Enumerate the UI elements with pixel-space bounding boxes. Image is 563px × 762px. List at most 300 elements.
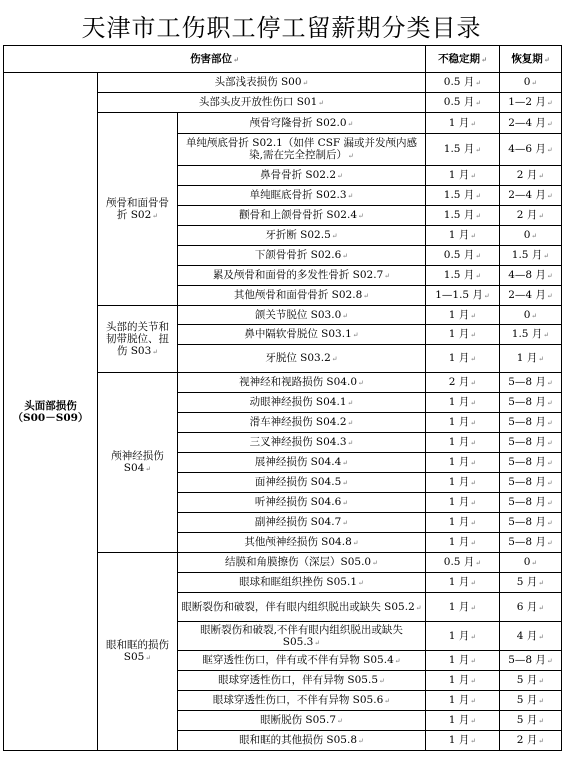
item-cell-text: 下颌骨骨折 S02.6 (254, 249, 342, 261)
paragraph-mark: ↵ (475, 272, 482, 280)
item-cell-text: 眼球穿透性伤口，不伴有异物 S05.6 (212, 694, 384, 706)
unstable-cell (426, 573, 500, 593)
paragraph-mark: ↵ (145, 465, 152, 473)
item-cell (98, 73, 426, 93)
unstable-cell (426, 711, 500, 731)
recovery-cell (500, 671, 562, 691)
item-cell (178, 246, 426, 266)
item-cell-text: 眼断裂伤和破裂，伴有眼内组织脱出或缺失 S05.2 (181, 600, 415, 613)
unstable-cell (426, 325, 500, 345)
item-cell (178, 413, 426, 433)
item-cell (178, 622, 426, 651)
unstable-cell-text: 1 月 (448, 674, 470, 686)
item-cell (178, 345, 426, 373)
paragraph-mark: ↵ (358, 737, 364, 745)
unstable-cell-text: 1.5 月 (443, 189, 475, 201)
paragraph-mark: ↵ (379, 677, 385, 685)
paragraph-mark: ↵ (470, 603, 477, 612)
paragraph-mark: ↵ (352, 539, 359, 547)
unstable-cell-text: 1 月 (448, 654, 470, 666)
paragraph-mark: ↵ (470, 717, 477, 725)
paragraph-mark: ↵ (546, 419, 553, 427)
item-cell (178, 691, 426, 711)
unstable-cell-text: 1 月 (448, 714, 470, 726)
paragraph-mark: ↵ (475, 79, 482, 87)
recovery-cell-text: 4—6 月 (508, 143, 546, 155)
group-cell (98, 553, 178, 751)
paragraph-mark: ↵ (543, 331, 550, 339)
paragraph-mark: ↵ (152, 347, 159, 356)
recovery-cell-text: 1 月 (516, 352, 538, 364)
paragraph-mark: ↵ (342, 519, 349, 527)
unstable-cell (426, 73, 500, 93)
paragraph-mark: ↵ (314, 638, 321, 647)
paragraph-mark: ↵ (331, 355, 338, 363)
item-cell (178, 513, 426, 533)
unstable-cell-text: 1 月 (448, 600, 470, 613)
item-cell-text: 视神经和视路损伤 S04.0 (239, 376, 358, 388)
paragraph-mark: ↵ (358, 379, 364, 387)
paragraph-mark: ↵ (470, 479, 477, 487)
paragraph-mark: ↵ (546, 539, 553, 547)
item-cell-text: 结膜和角膜擦伤（深层）S05.0 (225, 556, 372, 568)
paragraph-mark: ↵ (384, 697, 391, 705)
paragraph-mark: ↵ (546, 379, 553, 387)
unstable-cell (426, 246, 500, 266)
unstable-cell-text: 1 月 (448, 229, 470, 241)
item-cell-text: 单纯眶底骨折 S02.3 (249, 189, 347, 201)
group-cell (98, 306, 178, 373)
header-unstable: 不稳定期↵ (426, 46, 500, 73)
item-cell-text: 眼球和眶组织挫伤 S05.1 (239, 576, 358, 588)
item-cell-text: 其他颅骨和面骨骨折 S02.8 (233, 289, 363, 301)
item-cell-text: 眼断裂伤和破裂,不伴有眼内组织脱出或缺失 S05.3 (200, 623, 403, 648)
unstable-cell-text: 1.5 月 (443, 143, 475, 155)
item-cell-text: 鼻骨骨折 S02.2 (260, 169, 337, 181)
paragraph-mark: ↵ (538, 603, 545, 612)
unstable-cell-text: 1 月 (448, 629, 470, 642)
paragraph-mark: ↵ (470, 459, 477, 467)
recovery-cell (500, 513, 562, 533)
recovery-cell (500, 226, 562, 246)
unstable-cell-text: 1 月 (448, 456, 470, 468)
item-cell-text: 眼和眶的其他损伤 S05.8 (239, 734, 358, 746)
paragraph-mark: ↵ (483, 292, 490, 300)
recovery-cell (500, 113, 562, 134)
paragraph-mark: ↵ (342, 311, 349, 320)
paragraph-mark: ↵ (470, 499, 477, 507)
item-cell (178, 671, 426, 691)
paragraph-mark: ↵ (538, 677, 545, 685)
item-cell (178, 433, 426, 453)
paragraph-mark: ↵ (546, 292, 553, 300)
unstable-cell-text: 1 月 (448, 308, 470, 321)
document-title: 天津市工伤职工停工留薪期分类目录 (81, 14, 482, 42)
paragraph-mark: ↵ (531, 79, 538, 87)
recovery-cell (500, 593, 562, 622)
paragraph-mark: ↵ (145, 654, 152, 662)
header-recovery: 恢复期↵ (500, 46, 562, 73)
unstable-cell (426, 493, 500, 513)
recovery-cell (500, 433, 562, 453)
paragraph-mark: ↵ (546, 272, 553, 280)
paragraph-mark: ↵ (543, 252, 550, 260)
paragraph-mark: ↵ (372, 559, 378, 567)
paragraph-mark: ↵ (347, 192, 354, 200)
recovery-cell (500, 413, 562, 433)
unstable-cell-text: 0.5 月 (443, 249, 475, 261)
paragraph-mark: ↵ (358, 212, 364, 220)
unstable-cell (426, 622, 500, 651)
unstable-cell-text: 1 月 (448, 516, 470, 528)
recovery-cell-text: 5—8 月 (508, 516, 546, 528)
paragraph-mark: ↵ (347, 419, 354, 427)
paragraph-mark: ↵ (546, 192, 553, 200)
item-cell-text: 单纯颅底骨折 S02.1（如伴 CSF 漏或并发颅内感染,需在完全控制后） (185, 137, 418, 161)
recovery-cell (500, 393, 562, 413)
item-cell (178, 134, 426, 166)
recovery-cell (500, 573, 562, 593)
unstable-cell-text: 0.5 月 (443, 556, 475, 568)
recovery-cell-text: 1.5 月 (511, 249, 543, 261)
paragraph-mark: ↵ (352, 331, 359, 339)
item-cell-text: 眼断脱伤 S05.7 (260, 714, 337, 726)
paragraph-mark: ↵ (337, 717, 343, 725)
paragraph-mark: ↵ (475, 99, 482, 107)
paragraph-mark: ↵ (470, 677, 477, 685)
category-cell (4, 73, 98, 751)
paragraph-mark: ↵ (470, 399, 477, 407)
recovery-cell-text: 2—4 月 (508, 116, 546, 129)
recovery-cell-text: 1.5 月 (511, 328, 543, 340)
paragraph-mark: ↵ (358, 579, 364, 587)
recovery-cell-text: 4—8 月 (508, 269, 546, 281)
recovery-cell (500, 134, 562, 166)
unstable-cell-text: 1 月 (448, 169, 470, 181)
paragraph-mark: ↵ (415, 603, 422, 612)
paragraph-mark: ↵ (347, 119, 354, 128)
paragraph-mark: ↵ (342, 499, 349, 507)
paragraph-mark: ↵ (538, 579, 545, 587)
unstable-cell-text: 1 月 (448, 416, 470, 428)
recovery-cell-text: 5—8 月 (508, 654, 546, 666)
recovery-cell-text: 1—2 月 (508, 96, 546, 108)
unstable-cell (426, 306, 500, 325)
unstable-cell-text: 1 月 (448, 328, 470, 340)
recovery-cell-text: 2 月 (516, 209, 538, 221)
recovery-cell-text: 0 (523, 229, 531, 241)
header-recovery-label: 恢复期 (511, 52, 543, 65)
paragraph-mark: ↵ (475, 192, 482, 200)
unstable-cell (426, 286, 500, 306)
unstable-cell-text: 0.5 月 (443, 96, 475, 108)
unstable-cell (426, 206, 500, 226)
item-cell (178, 553, 426, 573)
recovery-cell (500, 206, 562, 226)
item-cell-text: 鼻中隔软骨脱位 S03.1 (244, 328, 352, 340)
group-name: 眼和眶的损伤 S05 (106, 639, 169, 663)
group-cell (98, 113, 178, 306)
recovery-cell-text: 0 (523, 308, 531, 321)
paragraph-mark: ↵ (347, 152, 354, 160)
item-cell-text: 动眼神经损伤 S04.1 (249, 396, 347, 408)
recovery-cell-text: 6 月 (516, 600, 538, 613)
paragraph-mark: ↵ (538, 212, 545, 220)
item-cell-text: 头部头皮开放性伤口 S01 (198, 96, 318, 108)
item-cell-text: 展神经损伤 S04.4 (254, 456, 342, 468)
recovery-cell-text: 0 (523, 556, 531, 568)
paragraph-mark: ↵ (470, 632, 477, 641)
recovery-cell (500, 345, 562, 373)
paragraph-mark: ↵ (531, 559, 538, 567)
paragraph-mark: ↵ (302, 79, 309, 87)
recovery-cell-text: 5—8 月 (508, 396, 546, 408)
item-cell-text: 其他颅神经损伤 S04.8 (244, 536, 352, 548)
item-cell-text: 颅骨穹隆骨折 S02.0 (249, 116, 347, 129)
unstable-cell (426, 553, 500, 573)
recovery-cell-text: 5—8 月 (508, 416, 546, 428)
classification-table (3, 45, 562, 751)
recovery-cell (500, 246, 562, 266)
item-cell (178, 286, 426, 306)
unstable-cell-text: 1—1.5 月 (435, 289, 483, 301)
item-cell-text: 三叉神经损伤 S04.3 (249, 436, 347, 448)
recovery-cell-text: 2—4 月 (508, 189, 546, 201)
item-cell-text: 面神经损伤 S04.5 (254, 476, 342, 488)
unstable-cell (426, 266, 500, 286)
paragraph-mark: ↵ (363, 292, 370, 300)
item-cell (178, 493, 426, 513)
header-part: 伤害部位↵ (4, 46, 426, 73)
recovery-cell-text: 0 (523, 76, 531, 88)
item-cell (178, 306, 426, 325)
paragraph-mark: ↵ (470, 311, 477, 320)
item-cell-text: 头部浅表损伤 S00 (214, 76, 302, 88)
paragraph-mark: ↵ (546, 439, 553, 447)
item-cell (178, 533, 426, 553)
paragraph-mark: ↵ (475, 212, 482, 220)
paragraph-mark: ↵ (538, 355, 545, 363)
paragraph-mark: ↵ (546, 657, 553, 665)
paragraph-mark: ↵ (342, 252, 349, 260)
item-cell-text: 眼球穿透性伤口，伴有异物 S05.5 (218, 674, 379, 686)
paragraph-mark: ↵ (347, 439, 354, 447)
header-row (4, 46, 562, 73)
item-cell-text: 牙脱位 S03.2 (265, 352, 331, 364)
item-cell (178, 731, 426, 751)
recovery-cell-text: 5—8 月 (508, 376, 546, 388)
item-cell (178, 373, 426, 393)
recovery-cell (500, 622, 562, 651)
recovery-cell (500, 691, 562, 711)
paragraph-mark: ↵ (470, 379, 477, 387)
recovery-cell (500, 731, 562, 751)
paragraph-mark: ↵ (394, 657, 401, 665)
recovery-cell-text: 5 月 (516, 576, 538, 588)
recovery-cell (500, 553, 562, 573)
paragraph-mark: ↵ (470, 579, 477, 587)
recovery-cell-text: 5—8 月 (508, 456, 546, 468)
recovery-cell (500, 186, 562, 206)
paragraph-mark: ↵ (538, 697, 545, 705)
item-cell (178, 206, 426, 226)
recovery-cell (500, 325, 562, 345)
paragraph-mark: ↵ (546, 479, 553, 487)
paragraph-mark: ↵ (342, 459, 349, 467)
unstable-cell-text: 1.5 月 (443, 209, 475, 221)
unstable-cell-text: 1.5 月 (443, 269, 475, 281)
paragraph-mark: ↵ (538, 172, 545, 180)
table-row (4, 73, 562, 93)
unstable-cell (426, 651, 500, 671)
category-code: （S00－S09） (12, 411, 89, 424)
recovery-cell (500, 373, 562, 393)
paragraph-mark: ↵ (531, 232, 538, 240)
item-cell (178, 113, 426, 134)
unstable-cell (426, 134, 500, 166)
unstable-cell (426, 226, 500, 246)
unstable-cell-text: 0.5 月 (443, 76, 475, 88)
unstable-cell-text: 1 月 (448, 116, 470, 129)
recovery-cell-text: 5 月 (516, 714, 538, 726)
group-name: 头部的关节和韧带脱位、扭伤 S03 (106, 320, 169, 357)
item-cell-text: 副神经损伤 S04.7 (254, 516, 342, 528)
paragraph-mark: ↵ (470, 657, 477, 665)
paragraph-mark: ↵ (470, 439, 477, 447)
recovery-cell-text: 5—8 月 (508, 536, 546, 548)
recovery-cell-text: 5—8 月 (508, 436, 546, 448)
recovery-cell-text: 2 月 (516, 734, 538, 746)
paragraph-mark: ↵ (538, 717, 545, 725)
paragraph-mark: ↵ (470, 331, 477, 339)
paragraph-mark: ↵ (538, 737, 545, 745)
paragraph-mark: ↵ (470, 539, 477, 547)
unstable-cell (426, 731, 500, 751)
paragraph-mark: ↵ (470, 172, 477, 180)
recovery-cell-text: 5 月 (516, 694, 538, 706)
recovery-cell (500, 533, 562, 553)
paragraph-mark: ↵ (546, 519, 553, 527)
unstable-cell-text: 1 月 (448, 476, 470, 488)
recovery-cell-text: 5 月 (516, 674, 538, 686)
paragraph-mark: ↵ (470, 119, 477, 128)
paragraph-mark: ↵ (470, 697, 477, 705)
recovery-cell-text: 2—4 月 (508, 289, 546, 301)
recovery-cell-text: 4 月 (516, 629, 538, 642)
item-cell (178, 593, 426, 622)
paragraph-mark: ↵ (475, 146, 482, 154)
unstable-cell (426, 593, 500, 622)
paragraph-mark: ↵ (475, 559, 482, 567)
recovery-cell (500, 306, 562, 325)
recovery-cell (500, 166, 562, 186)
paragraph-mark: ↵ (546, 499, 553, 507)
recovery-cell (500, 711, 562, 731)
item-cell-text: 滑车神经损伤 S04.2 (249, 416, 347, 428)
item-cell-text: 颌关节脱位 S03.0 (254, 308, 342, 321)
paragraph-mark: ↵ (470, 232, 477, 240)
item-cell (178, 266, 426, 286)
item-cell (178, 473, 426, 493)
unstable-cell-text: 1 月 (448, 436, 470, 448)
unstable-cell (426, 433, 500, 453)
paragraph-mark: ↵ (337, 172, 343, 180)
item-cell (178, 186, 426, 206)
unstable-cell (426, 453, 500, 473)
header-part-label: 伤害部位 (190, 52, 233, 65)
item-cell-text: 牙折断 S02.5 (265, 229, 331, 241)
recovery-cell (500, 266, 562, 286)
paragraph-mark: ↵ (152, 211, 159, 220)
paragraph-mark: ↵ (546, 399, 553, 407)
unstable-cell (426, 691, 500, 711)
unstable-cell (426, 113, 500, 134)
recovery-cell (500, 473, 562, 493)
unstable-cell-text: 2 月 (448, 376, 470, 388)
paragraph-mark: ↵ (546, 119, 553, 128)
paragraph-mark: ↵ (470, 737, 477, 745)
item-cell (178, 325, 426, 345)
unstable-cell (426, 513, 500, 533)
group-name: 颅骨和面骨骨折 S02 (106, 196, 169, 221)
unstable-cell (426, 93, 500, 113)
recovery-cell-text: 2 月 (516, 169, 538, 181)
paragraph-mark: ↵ (546, 459, 553, 467)
paragraph-mark: ↵ (318, 99, 325, 107)
paragraph-mark: ↵ (546, 99, 553, 107)
unstable-cell-text: 1 月 (448, 734, 470, 746)
recovery-cell-text: 5—8 月 (508, 476, 546, 488)
unstable-cell (426, 413, 500, 433)
item-cell-text: 听神经损伤 S04.6 (254, 496, 342, 508)
item-cell (178, 166, 426, 186)
unstable-cell-text: 1 月 (448, 352, 470, 364)
item-cell (178, 651, 426, 671)
table-body (4, 46, 562, 751)
header-unstable-label: 不稳定期 (438, 52, 481, 65)
recovery-cell (500, 493, 562, 513)
paragraph-mark: ↵ (531, 311, 538, 320)
unstable-cell (426, 533, 500, 553)
paragraph-mark: ↵ (470, 519, 477, 527)
item-cell (178, 453, 426, 473)
recovery-cell (500, 651, 562, 671)
unstable-cell (426, 186, 500, 206)
paragraph-mark: ↵ (384, 272, 391, 280)
item-cell (178, 711, 426, 731)
paragraph-mark: ↵ (342, 479, 349, 487)
unstable-cell-text: 1 月 (448, 694, 470, 706)
paragraph-mark: ↵ (331, 232, 338, 240)
recovery-cell (500, 93, 562, 113)
category-name: 头面部损伤 (24, 399, 77, 412)
unstable-cell (426, 373, 500, 393)
item-cell (178, 226, 426, 246)
paragraph-mark: ↵ (475, 252, 482, 260)
group-name: 颅神经损伤 S04 (111, 450, 164, 474)
unstable-cell-text: 1 月 (448, 576, 470, 588)
unstable-cell (426, 473, 500, 493)
item-cell (178, 573, 426, 593)
recovery-cell (500, 453, 562, 473)
recovery-cell (500, 286, 562, 306)
recovery-cell (500, 73, 562, 93)
item-cell (178, 393, 426, 413)
paragraph-mark: ↵ (347, 399, 354, 407)
paragraph-mark: ↵ (470, 355, 477, 363)
paragraph-mark: ↵ (538, 632, 545, 641)
item-cell-text: 颧骨和上颌骨骨折 S02.4 (239, 209, 358, 221)
